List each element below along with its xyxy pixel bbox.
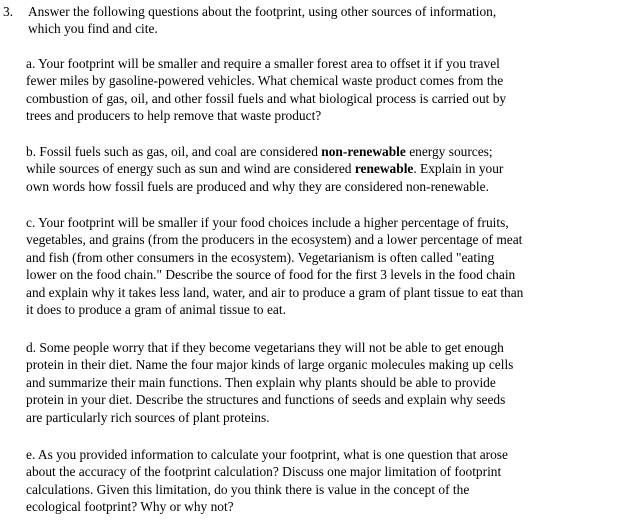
part-b-line <box>26 160 611 177</box>
part-e <box>26 446 611 516</box>
part-d-line: protein in their diet. Name the four major kinds of large organic molecules making up cells <box>26 357 514 373</box>
question-prompt <box>28 3 608 38</box>
part-e-line: about the accuracy of the footprint calculation? Discuss one major limitation of footprint <box>26 464 502 480</box>
part-b-text: energy sources; <box>405 144 493 159</box>
part-c-line: it does to produce a gram of animal tissue to eat. <box>26 302 286 318</box>
part-b-text: b. Fossil fuels such as gas, oil, and coal are considered <box>26 144 322 159</box>
part-c-line: c. Your footprint will be smaller if your food choices include a higher percentage of fruits, <box>26 215 509 230</box>
part-d-line: and summarize their main functions. Then explain why plants should be able to provide <box>26 374 496 390</box>
part-e-line: e. As you provided information to calculate your footprint, what is one question that arose <box>26 447 508 462</box>
part-c <box>26 214 611 318</box>
part-d <box>26 339 611 426</box>
part-a-line: trees and producers to help remove that waste product? <box>26 108 322 124</box>
part-a-line: fewer miles by gasoline-powered vehicles. What chemical waste product comes from the <box>26 73 504 89</box>
non-renewable-term: non-renewable <box>321 144 406 159</box>
part-c-line: vegetables, and grains (from the producers in the ecosystem) and a lower percentage of meat <box>26 232 523 248</box>
part-b-text: . Explain in your <box>413 161 504 177</box>
part-d-line: d. Some people worry that if they become vegetarians they will not be able to get enough <box>26 340 504 355</box>
part-a-line: a. Your footprint will be smaller and require a smaller forest area to offset it if you travel <box>26 56 500 71</box>
part-b-text: while sources of energy such as sun and wind are considered <box>26 161 355 177</box>
part-c-line: and explain why it takes less land, water, and air to produce a gram of plant tissue to eat than <box>26 284 524 300</box>
question-prompt-line: Answer the following questions about the footprint, using other sources of information, <box>28 4 497 19</box>
question-prompt-line: which you find and cite. <box>28 21 158 37</box>
part-c-line: lower on the food chain." Describe the source of food for the first 3 levels in the food chain <box>26 267 516 283</box>
part-e-line: ecological footprint? Why or why not? <box>26 499 234 515</box>
part-b-line <box>26 143 611 160</box>
part-d-line: protein in your diet. Describe the structures and functions of seeds and explain why seeds <box>26 392 506 408</box>
part-a <box>26 55 611 125</box>
renewable-term: renewable <box>354 161 414 177</box>
question-number: 3. <box>3 4 14 19</box>
part-b-line: own words how fossil fuels are produced and why they are considered non-renewable. <box>26 178 489 194</box>
part-b <box>26 143 611 195</box>
part-a-line: combustion of gas, oil, and other fossil fuels and what biological process is carried out by <box>26 90 507 106</box>
part-d-line: are particularly rich sources of plant proteins. <box>26 409 270 425</box>
part-c-line: and fish (from other consumers in the ecosystem). Vegetarianism is often called "eating <box>26 249 495 265</box>
part-e-line: calculations. Given this limitation, do you think there is value in the concept of the <box>26 481 470 497</box>
